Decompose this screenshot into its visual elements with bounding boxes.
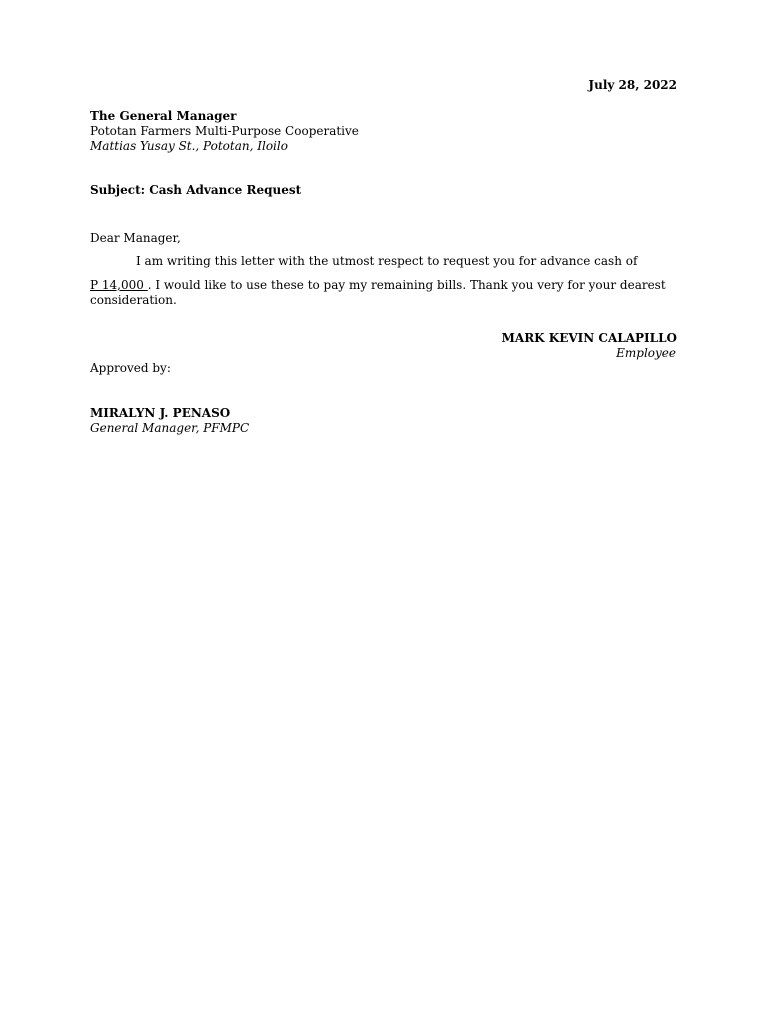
body-line-2-text: . I would like to use these to pay my remaining bills. Thank you very for your dearest — [147, 278, 666, 292]
sender-name: MARK KEVIN CALAPILLO — [501, 331, 677, 345]
approver-position: General Manager, PFMPC — [90, 421, 250, 435]
letter-date: July 28, 2022 — [588, 78, 677, 92]
recipient-organization: Pototan Farmers Multi-Purpose Cooperative — [90, 124, 359, 138]
salutation: Dear Manager, — [90, 231, 181, 245]
approver-name: MIRALYN J. PENASO — [90, 406, 231, 420]
body-line-1: I am writing this letter with the utmost respect to request you for advance cash of — [136, 254, 638, 268]
letter-subject: Subject: Cash Advance Request — [90, 183, 302, 197]
body-line-3: consideration. — [90, 293, 177, 307]
body-line-2 — [90, 278, 666, 293]
sender-position: Employee — [616, 346, 676, 360]
recipient-title: The General Manager — [90, 109, 237, 123]
recipient-address: Mattias Yusay St., Pototan, Iloilo — [90, 139, 288, 153]
requested-amount: P 14,000 — [90, 278, 148, 292]
approved-by-label: Approved by: — [90, 361, 171, 375]
